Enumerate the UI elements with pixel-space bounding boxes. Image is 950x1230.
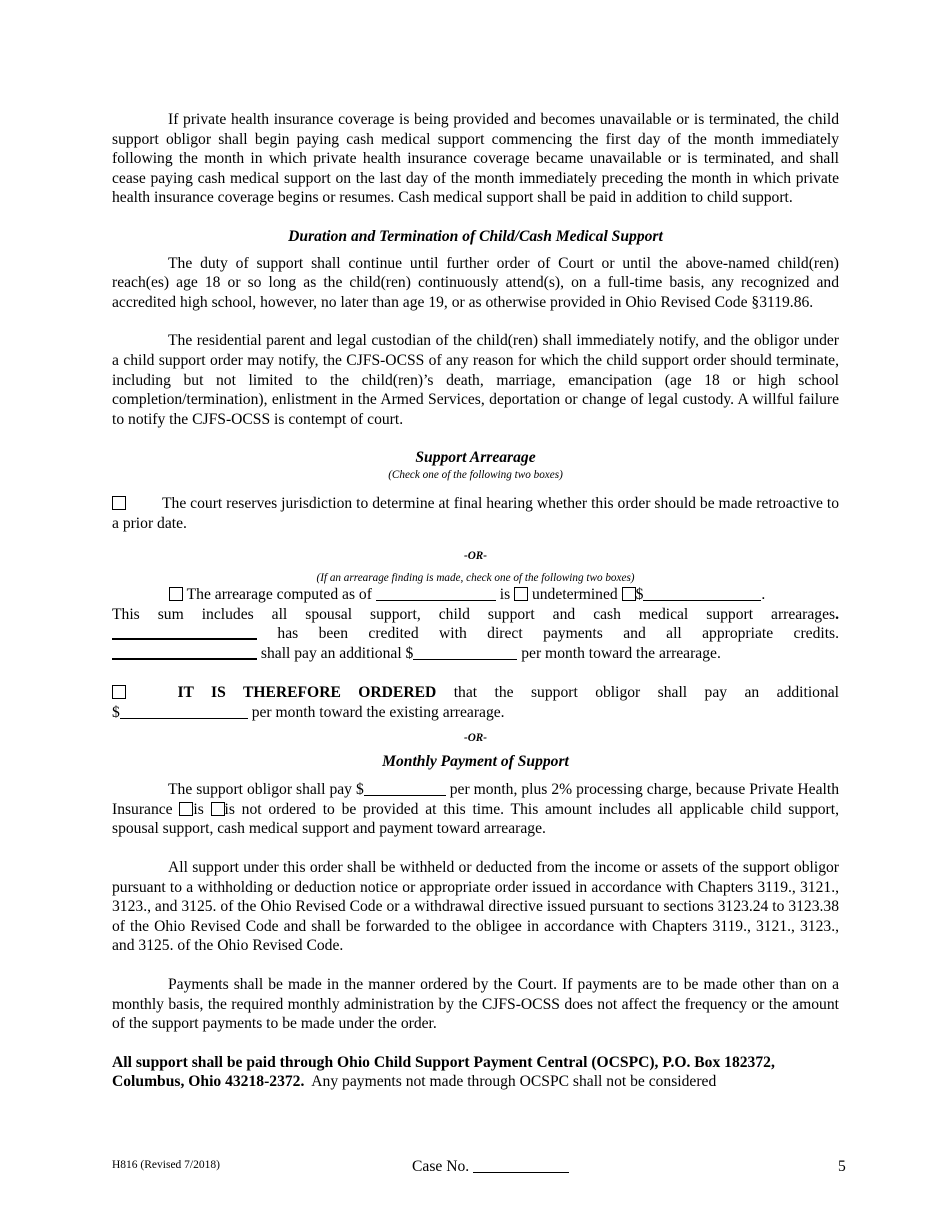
or-divider-1: -OR- — [464, 550, 487, 563]
monthly-amount-field[interactable] — [364, 781, 446, 796]
duration-paragraph-1: The duty of support shall continue until further order of Court or until the above-named child(ren) reach(es) age 18 or so long as the child(ren) continuously attend(s), on a full-time basis, any recognized and accredited high school, however, no later than age 19, or as otherwise provided in Ohio Revised Code §3119.86. — [112, 254, 839, 311]
arrearage-note: (Check one of the following two boxes) — [388, 468, 563, 481]
existing-arrearage-text: per month toward the existing arrearage. — [251, 704, 505, 722]
monthly-payment-heading: Monthly Payment of Support — [382, 752, 569, 770]
therefore-ordered-text: that the support obligor shall pay an additional — [453, 684, 840, 702]
ocspc-paragraph — [112, 1053, 839, 1092]
form-id: H816 (Revised 7/2018) — [112, 1159, 220, 1171]
arrearage-sum-line: This sum includes all spousal support, child support and cash medical support arrearages. — [112, 605, 839, 623]
insurance-is-checkbox[interactable] — [179, 802, 193, 816]
insurance-is-not-text: is not ordered to be provided at this time. This amount includes all applicable child support, spousal support, cash medical support and payment toward arrearage. — [112, 800, 839, 838]
arrearage-amount-checkbox[interactable] — [514, 587, 528, 601]
ocspc-rest-text: Any payments not made through OCSPC shall not be considered — [311, 1073, 717, 1091]
additional-amount-field[interactable] — [413, 645, 517, 660]
withholding-paragraph: All support under this order shall be withheld or deducted from the income or assets of the support obligor pursuant to a withholding or deduction notice or appropriate order issued in accordance with Chapters 3119., 3121., 3123., and 3125. of the Ohio Revised Code or a withdrawal directive issued pursuant to sections 3123.24 to 3123.38 of the Ohio Revised Code and shall be forwarded to the obligee in accordance with Chapters 3119., 3121., 3123., and 3125. of the Ohio Revised Code. — [112, 859, 839, 955]
arrearage-sum-text: This sum includes all spousal support, child support and cash medical support arrearages — [112, 605, 836, 623]
arrearage-date-field[interactable] — [376, 586, 496, 601]
existing-dollar-sign: $ — [112, 704, 120, 722]
case-number — [412, 1158, 569, 1176]
existing-arrearage-amount-field[interactable] — [120, 704, 248, 719]
insurance-is-label: is — [193, 800, 204, 818]
therefore-ordered-line — [112, 683, 839, 703]
document-page — [112, 110, 839, 1092]
credited-text: has been credited with direct payments and all appropriate credits. — [277, 625, 839, 643]
pay-additional-label: shall pay an additional $ — [260, 644, 414, 662]
payment-manner-paragraph: Payments shall be made in the manner ordered by the Court. If payments are to be made other than on a monthly basis, the required monthly administration by the CJFS-OCSS does not affect the frequency or the amount of the support payments to be made under the order. — [112, 976, 839, 1033]
arrearage-computed-checkbox[interactable] — [169, 587, 183, 601]
arrearage-amount-field[interactable] — [643, 586, 761, 601]
pay-additional-line — [112, 644, 839, 664]
case-number-label: Case No. — [412, 1158, 470, 1175]
credited-line — [112, 624, 839, 644]
dollar-sign: $ — [635, 586, 644, 604]
arrearage-is-label: is — [499, 586, 511, 604]
existing-arrearage-line — [112, 703, 839, 723]
insurance-is-not-checkbox[interactable] — [211, 802, 225, 816]
arrearage-computed-label: The arrearage computed as of — [186, 586, 372, 604]
case-number-field[interactable] — [473, 1158, 569, 1173]
therefore-ordered-bold: IT IS THEREFORE ORDERED — [177, 684, 437, 702]
credited-party-field[interactable] — [112, 624, 257, 640]
page-number: 5 — [838, 1158, 846, 1175]
paying-party-field[interactable] — [112, 644, 257, 660]
monthly-pay-text: per month, plus 2% processing charge, because Private Health Insurance — [112, 781, 839, 818]
undetermined-checkbox[interactable] — [622, 587, 636, 601]
duration-paragraph-2: The residential parent and legal custodian of the child(ren) shall immediately notify, and the obligor under a child support order may notify, the CJFS-OCSS of any reason for which the child support order should terminate, including but not limited to the child(ren)’s death, marriage, emancipation (age 18 or high school completion/termination), enlistment in the Armed Services, deportation or change of legal custody. A willful failure to notify the CJFS-OCSS is contempt of court. — [112, 332, 839, 428]
monthly-payment-paragraph — [112, 780, 839, 839]
per-month-arrearage-text: per month toward the arrearage. — [521, 644, 721, 662]
or-divider-2: -OR- — [464, 731, 487, 744]
arrearage-computed-line: The arrearage computed as of is undetermined $ . — [112, 585, 839, 605]
undetermined-label: undetermined — [531, 586, 618, 604]
arrearage-finding-note: (If an arrearage finding is made, check one of the following two boxes) — [316, 572, 635, 585]
arrearage-heading: Support Arrearage — [415, 449, 536, 467]
reserve-jurisdiction-text: The court reserves jurisdiction to determine at final hearing whether this order should be made retroactive to a prior date. — [112, 494, 839, 532]
monthly-pay-label: The support obligor shall pay $ — [168, 781, 364, 799]
reserve-jurisdiction-option — [112, 494, 839, 533]
reserve-jurisdiction-checkbox[interactable] — [112, 496, 126, 510]
duration-heading: Duration and Termination of Child/Cash Medical Support — [288, 227, 663, 245]
therefore-ordered-checkbox[interactable] — [112, 685, 126, 699]
ocspc-address: All support shall be paid through Ohio Child Support Payment Central (OCSPC), P.O. Box 182372, Columbus, Ohio 43218-2372. — [112, 1053, 775, 1091]
cash-medical-paragraph: If private health insurance coverage is being provided and becomes unavailable or is terminated, the child support obligor shall begin paying cash medical support commencing the first day of the month immediately following the month in which private health insurance coverage became unavailable or is terminated, and shall cease paying cash medical support on the last day of the month immediately preceding the month in which private health insurance coverage begins or resumes. Cash medical support shall be paid in addition to child support. — [112, 111, 839, 207]
